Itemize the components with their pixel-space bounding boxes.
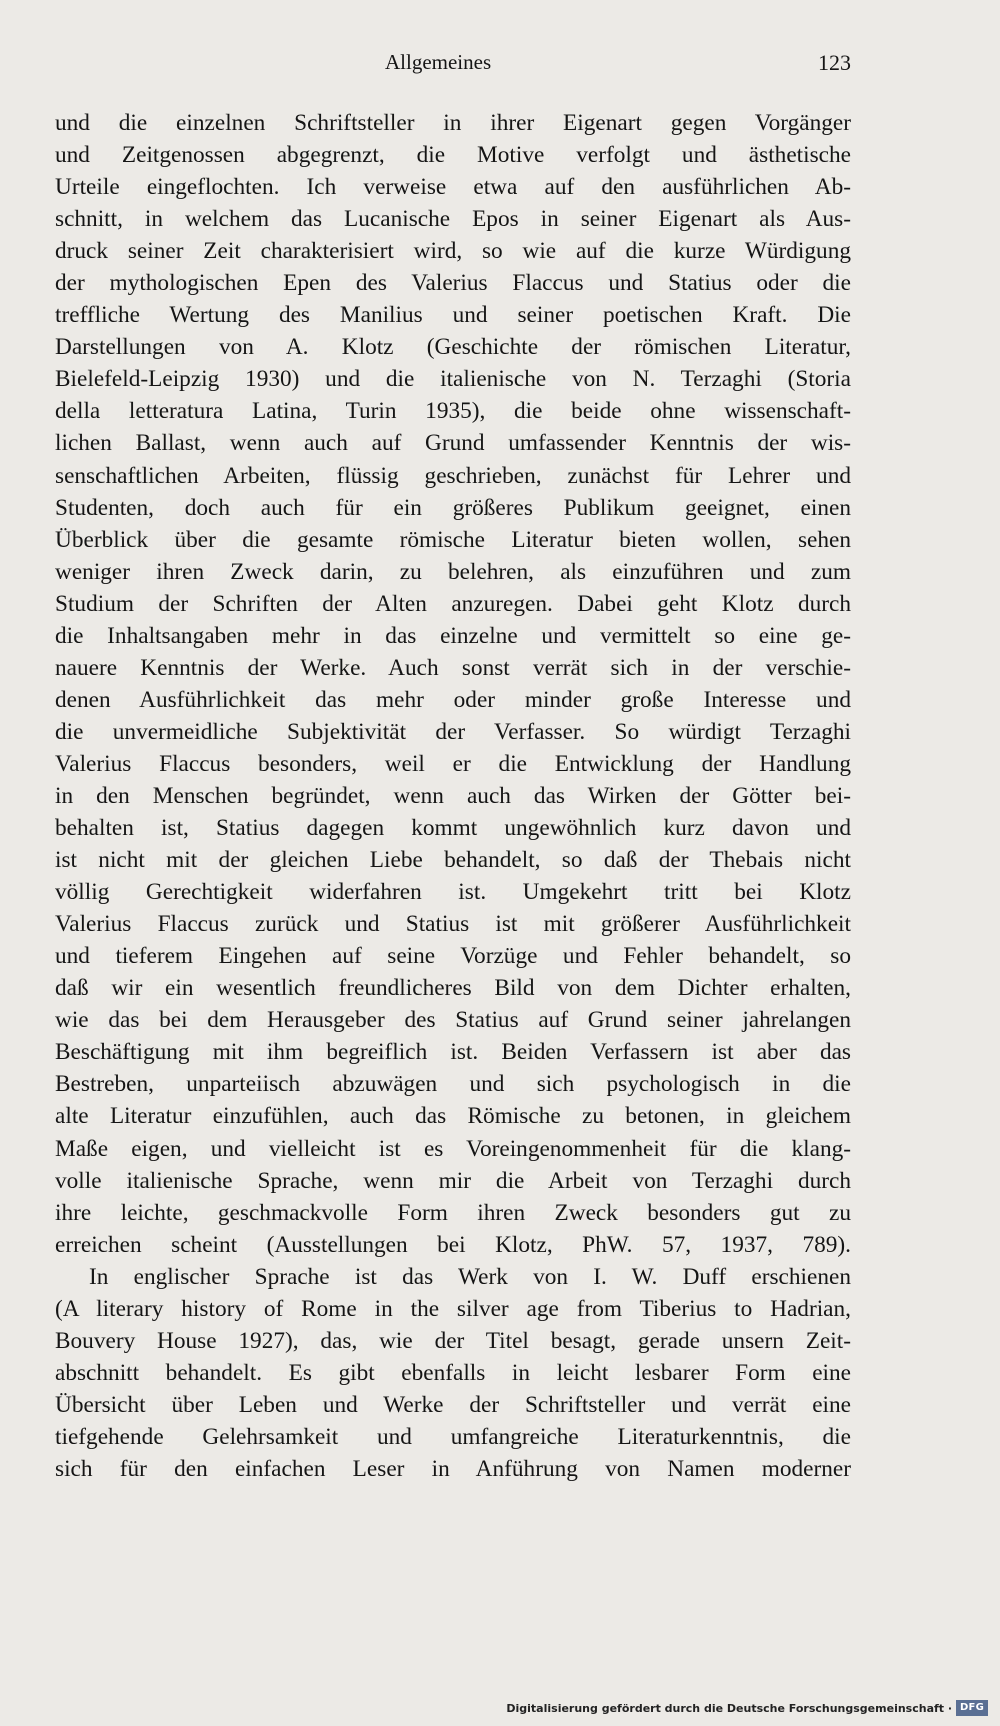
- dfg-logo: DFG: [956, 1700, 988, 1716]
- text-line: lichen Ballast, wenn auch auf Grund umfassender Kenntnis der wis-: [55, 430, 851, 457]
- text-line: schnitt, in welchem das Lucanische Epos in seiner Eigenart als Aus-: [55, 206, 851, 233]
- text-line: Darstellungen von A. Klotz (Geschichte der römischen Literatur,: [55, 334, 851, 361]
- text-line: und Zeitgenossen abgegrenzt, die Motive verfolgt und ästhetische: [55, 142, 851, 169]
- text-line: der mythologischen Epen des Valerius Flaccus und Statius oder die: [55, 270, 851, 297]
- running-title: Allgemeines: [385, 50, 492, 74]
- text-line: Valerius Flaccus zurück und Statius ist mit größerer Ausführlichkeit: [55, 911, 851, 938]
- text-line: Urteile eingeflochten. Ich verweise etwa auf den ausführlichen Ab-: [55, 174, 851, 201]
- text-line: denen Ausführlichkeit das mehr oder minder große Interesse und: [55, 686, 851, 713]
- body-text: [55, 107, 851, 1485]
- digitization-credit: [506, 1700, 988, 1716]
- text-line: die unvermeidliche Subjektivität der Verfasser. So würdigt Terzaghi: [55, 718, 851, 745]
- text-line: Studenten, doch auch für ein größeres Publikum geeignet, einen: [55, 494, 851, 521]
- text-line: sich für den einfachen Leser in Anführung von Namen moderner: [55, 1455, 851, 1482]
- page-number: 123: [818, 50, 851, 75]
- text-line: alte Literatur einzufühlen, auch das Römische zu betonen, in gleichem: [55, 1103, 851, 1130]
- text-line: treffliche Wertung des Manilius und seiner poetischen Kraft. Die: [55, 302, 851, 329]
- text-line: Bielefeld-Leipzig 1930) und die italienische von N. Terzaghi (Storia: [55, 366, 851, 393]
- text-line: weniger ihren Zweck darin, zu belehren, als einzuführen und zum: [55, 558, 851, 585]
- text-line: und tieferem Eingehen auf seine Vorzüge und Fehler behandelt, so: [55, 943, 851, 970]
- running-head: [55, 50, 851, 80]
- text-line: nauere Kenntnis der Werke. Auch sonst verrät sich in der verschie-: [55, 654, 851, 681]
- text-line: erreichen scheint (Ausstellungen bei Klotz, PhW. 57, 1937, 789).: [55, 1231, 851, 1258]
- text-line: Maße eigen, und vielleicht ist es Voreingenommenheit für die klang-: [55, 1135, 851, 1162]
- text-line: Beschäftigung mit ihm begreiflich ist. Beiden Verfassern ist aber das: [55, 1039, 851, 1066]
- text-line: ist nicht mit der gleichen Liebe behandelt, so daß der Thebais nicht: [55, 847, 851, 874]
- text-line: druck seiner Zeit charakterisiert wird, so wie auf die kurze Würdigung: [55, 238, 851, 265]
- text-line: behalten ist, Statius dagegen kommt ungewöhnlich kurz davon und: [55, 815, 851, 842]
- text-line: Überblick über die gesamte römische Literatur bieten wollen, sehen: [55, 526, 851, 553]
- text-line: della letteratura Latina, Turin 1935), die beide ohne wissenschaft-: [55, 398, 851, 425]
- text-line: die Inhaltsangaben mehr in das einzelne und vermittelt so eine ge-: [55, 622, 851, 649]
- text-line: abschnitt behandelt. Es gibt ebenfalls in leicht lesbarer Form eine: [55, 1359, 851, 1386]
- text-line: in den Menschen begründet, wenn auch das Wirken der Götter bei-: [55, 782, 851, 809]
- text-line: Bouvery House 1927), das, wie der Titel besagt, gerade unsern Zeit-: [55, 1327, 851, 1354]
- text-line: Studium der Schriften der Alten anzuregen. Dabei geht Klotz durch: [55, 590, 851, 617]
- text-line: wie das bei dem Herausgeber des Statius auf Grund seiner jahrelangen: [55, 1007, 851, 1034]
- text-line: In englischer Sprache ist das Werk von I. W. Duff erschienen: [89, 1263, 851, 1290]
- text-line: Übersicht über Leben und Werke der Schriftsteller und verrät eine: [55, 1391, 851, 1418]
- credit-text: Digitalisierung gefördert durch die Deutsche Forschungsgemeinschaft ·: [506, 1701, 953, 1715]
- text-line: völlig Gerechtigkeit widerfahren ist. Umgekehrt tritt bei Klotz: [55, 879, 851, 906]
- text-line: (A literary history of Rome in the silver age from Tiberius to Hadrian,: [55, 1295, 851, 1322]
- text-line: Valerius Flaccus besonders, weil er die Entwicklung der Handlung: [55, 750, 851, 777]
- text-line: ihre leichte, geschmackvolle Form ihren Zweck besonders gut zu: [55, 1199, 851, 1226]
- text-line: tiefgehende Gelehrsamkeit und umfangreiche Literaturkenntnis, die: [55, 1423, 851, 1450]
- text-line: und die einzelnen Schriftsteller in ihrer Eigenart gegen Vorgänger: [55, 110, 851, 136]
- text-line: Bestreben, unparteiisch abzuwägen und sich psychologisch in die: [55, 1071, 851, 1098]
- text-line: volle italienische Sprache, wenn mir die Arbeit von Terzaghi durch: [55, 1167, 851, 1194]
- text-line: senschaftlichen Arbeiten, flüssig geschrieben, zunächst für Lehrer und: [55, 462, 851, 489]
- text-line: daß wir ein wesentlich freundlicheres Bild von dem Dichter erhalten,: [55, 975, 851, 1002]
